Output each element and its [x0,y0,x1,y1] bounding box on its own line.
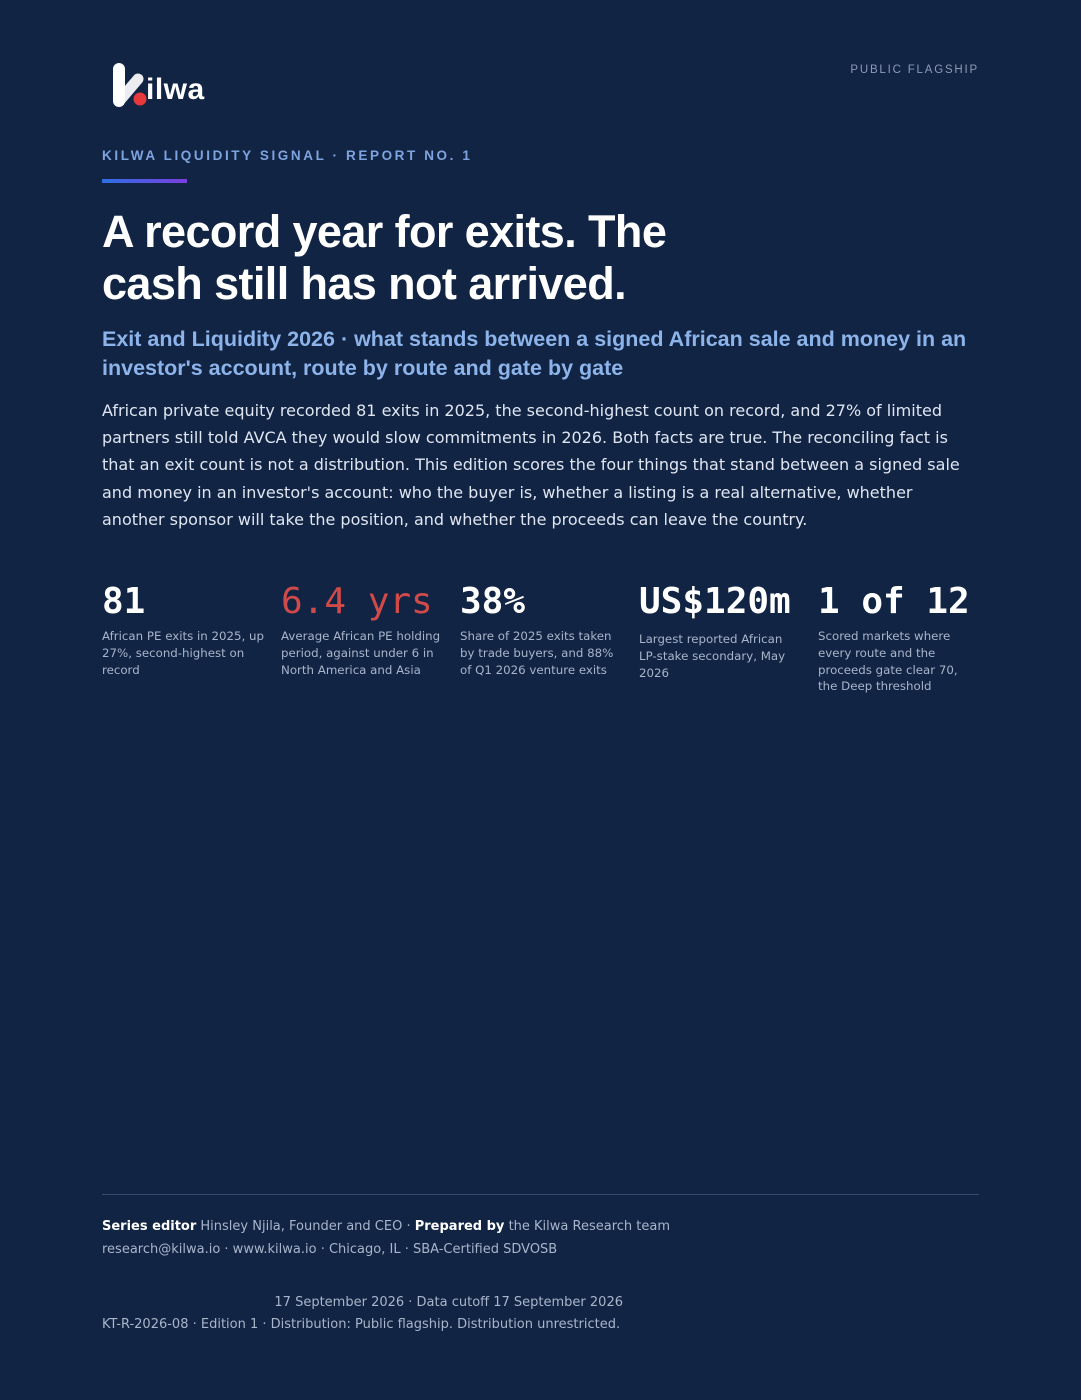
separator: · [402,1219,415,1234]
stat-scored-markets [818,580,979,695]
key-stats [102,580,979,710]
stat-label: Scored markets where every route and the proceeds gate clear 70, the Deep threshold [818,629,958,694]
kilwa-logo[interactable] [110,62,205,110]
stat-exits [102,580,267,678]
subheadline: Exit and Liquidity 2026 · what stands between a signed African sale and money in an investor's account, route by route and gate by gate [102,327,967,380]
headline-line-2: cash still has not arrived. [102,258,626,309]
kilwa-k-logo-icon [110,63,148,109]
lede-paragraph: African private equity recorded 81 exits in 2025, the second-highest count on record, and 27% of limited partners still told AVCA they would slow commitments in 2026. Both facts are true. The reconciling fact is that an exit count is not a distribution. This edition scores the four things that stand between a signed sale and money in an investor's account: who the buyer is, whether a listing is a real alternative, whether another sponsor will take the position, and whether the proceeds can leave the country. [102,401,960,529]
stat-secondary [639,580,794,681]
prepared-by: the Kilwa Research team [508,1219,670,1234]
headline-line-1: A record year for exits. The [102,206,667,257]
headline [102,206,762,310]
stat-value: 1 of 12 [818,581,970,622]
logo-wordmark: ilwa [146,73,205,106]
stat-label: Largest reported African LP-stake secondary, May 2026 [639,632,786,680]
footer-divider [102,1194,979,1195]
credits-line [102,1215,979,1238]
stat-label: Average African PE holding period, against under 6 in North America and Asia [281,629,441,677]
stat-holding-period [281,580,441,678]
report-cover [102,0,979,1400]
document-id: KT-R-2026-08 · Edition 1 · Distribution: Public flagship. Distribution unrestricted. [102,1317,621,1332]
series-editor-label: Series editor [102,1219,197,1234]
stat-trade-buyers [460,580,615,678]
contact-line: research@kilwa.io · www.kilwa.io · Chicago, IL · SBA-Certified SDVOSB [102,1242,558,1257]
report-kicker: KILWA LIQUIDITY SIGNAL · REPORT NO. 1 [102,148,473,163]
flagship-label: PUBLIC FLAGSHIP [850,64,979,76]
prepared-by-label: Prepared by [414,1219,505,1234]
stat-value: 38% [460,581,526,622]
stat-value: 81 [102,581,146,622]
stat-label: African PE exits in 2025, up 27%, second-highest on record [102,629,265,677]
series-editor: Hinsley Njila, Founder and CEO [200,1219,403,1234]
kicker-accent-rule [102,179,187,183]
stat-label: Share of 2025 exits taken by trade buyers, and 88% of Q1 2026 venture exits [460,629,614,677]
credits [102,1215,979,1261]
stat-value: US$120m [639,581,791,622]
stat-value: 6.4 yrs [281,581,433,622]
publication-dates: 17 September 2026 · Data cutoff 17 September 2026 [274,1295,623,1310]
